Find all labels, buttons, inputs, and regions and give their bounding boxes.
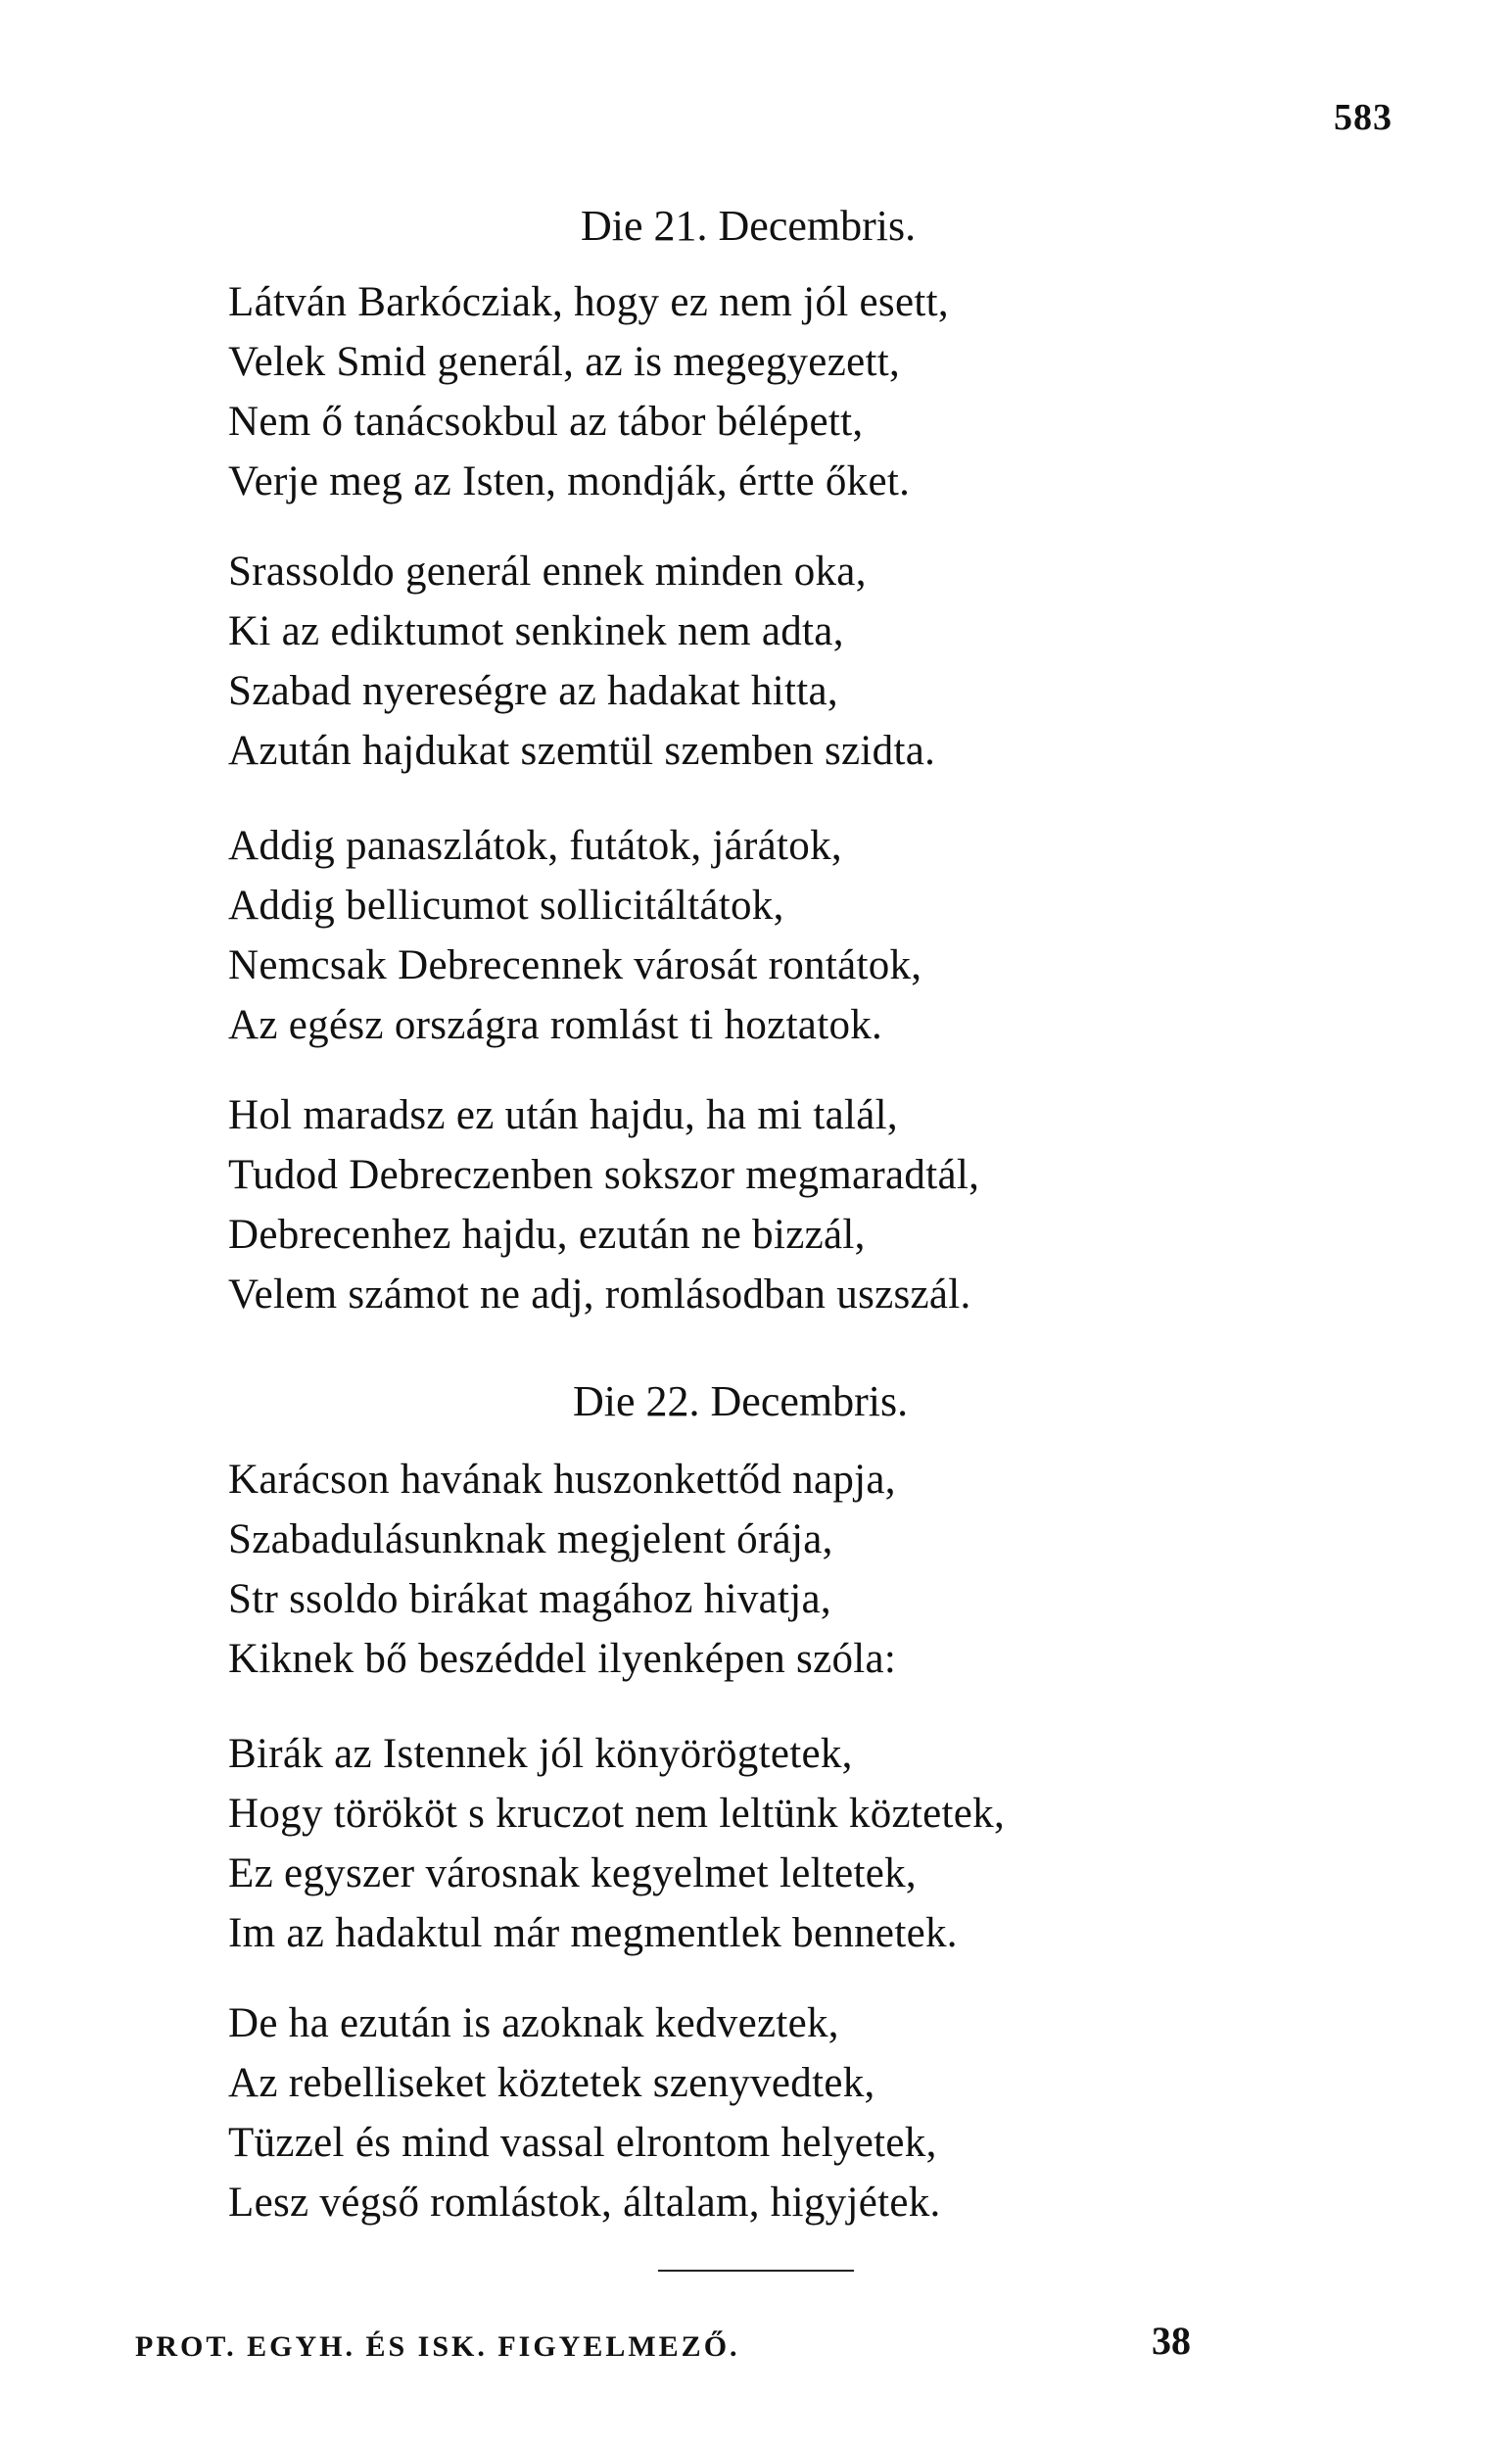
verse-line: Ki az ediktumot senkinek nem adta,: [228, 608, 844, 654]
verse-line: Lesz végső romlástok, általam, higyjétek.: [228, 2180, 941, 2226]
verse-line: Velek Smid generál, az is megegyezett,: [228, 339, 901, 385]
verse-line: De ha ezután is azoknak kedveztek,: [228, 2000, 839, 2046]
verse-line: Az rebelliseket köztetek szenyvedtek,: [228, 2060, 875, 2106]
verse-line: Nem ő tanácsokbul az tábor bélépett,: [228, 399, 864, 445]
stanza: [228, 1724, 1005, 1963]
verse-line: Karácson havának huszonkettőd napja,: [228, 1457, 896, 1503]
stanza: [228, 816, 921, 1055]
verse-line: Szabadulásunknak megjelent órája,: [228, 1516, 833, 1562]
end-rule: [658, 2270, 854, 2272]
stanza: [228, 1993, 941, 2232]
verse-line: Hol maradsz ez után hajdu, ha mi talál,: [228, 1092, 898, 1138]
verse-line: Kiknek bő beszéddel ilyenképen szóla:: [228, 1636, 897, 1682]
journal-title: PROT. EGYH. ÉS ISK. FIGYELMEZŐ.: [135, 2330, 740, 2363]
verse-line: Str ssoldo birákat magához hivatja,: [228, 1576, 831, 1622]
stanza: [228, 272, 949, 511]
verse-line: Tudod Debreczenben sokszor megmaradtál,: [228, 1152, 980, 1198]
verse-line: Látván Barkócziak, hogy ez nem jól esett,: [228, 279, 949, 325]
verse-line: Hogy törököt s kruczot nem leltünk köztetek,: [228, 1791, 1005, 1837]
verse-line: Addig bellicumot sollicitáltátok,: [228, 883, 784, 929]
verse-line: Addig panaszlátok, futátok, járátok,: [228, 823, 842, 869]
verse-line: Im az hadaktul már megmentlek bennetek.: [228, 1910, 958, 1956]
page-number: 583: [1334, 97, 1393, 138]
verse-line: Szabad nyereségre az hadakat hitta,: [228, 668, 838, 714]
stanza: [228, 1085, 979, 1324]
stanza: [228, 542, 935, 781]
verse-line: Nemcsak Debrecennek városát rontátok,: [228, 942, 922, 988]
verse-line: Srassoldo generál ennek minden oka,: [228, 549, 867, 595]
verse-line: Az egész országra romlást ti hoztatok.: [228, 1002, 883, 1048]
verse-line: Azután hajdukat szemtül szemben szidta.: [228, 728, 936, 774]
stanza: [228, 1450, 896, 1689]
verse-line: Verje meg az Isten, mondják, értte őket.: [228, 458, 911, 504]
section-heading: Die 21. Decembris.: [581, 202, 917, 250]
signature-mark: 38: [1152, 2319, 1191, 2363]
verse-line: Birák az Istennek jól könyörögtetek,: [228, 1731, 853, 1777]
verse-line: Tüzzel és mind vassal elrontom helyetek,: [228, 2120, 937, 2166]
section-heading: Die 22. Decembris.: [573, 1377, 909, 1425]
verse-line: Ez egyszer városnak kegyelmet leltetek,: [228, 1850, 917, 1896]
verse-line: Velem számot ne adj, romlásodban uszszál.: [228, 1271, 971, 1318]
verse-line: Debrecenhez hajdu, ezután ne bizzál,: [228, 1212, 866, 1258]
